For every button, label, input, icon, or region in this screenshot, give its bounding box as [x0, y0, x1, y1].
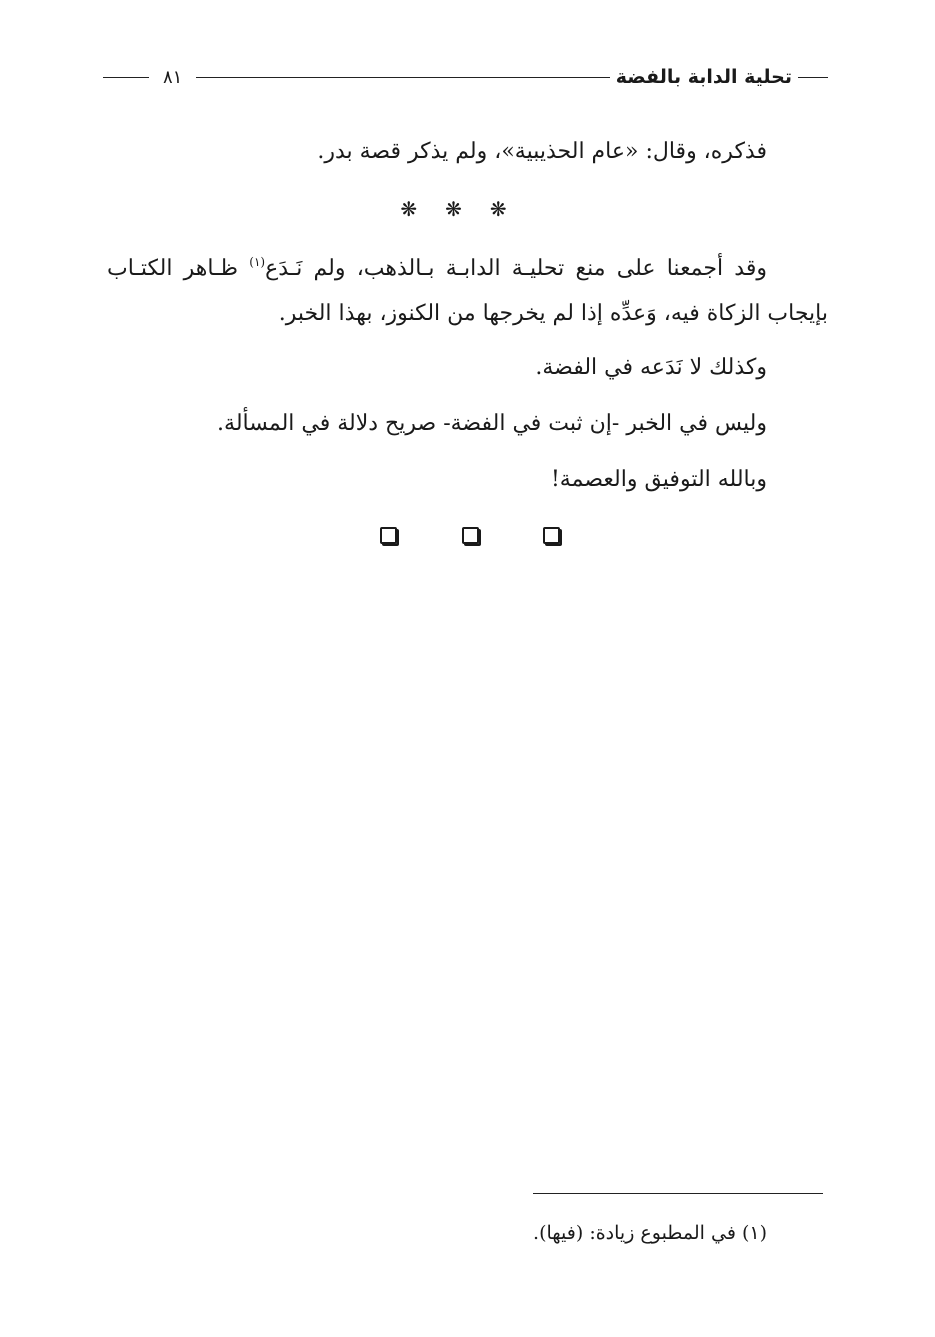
text-line: فذكره، وقال: «عام الحذيبية»، ولم يذكر قصة بدر. [317, 139, 767, 164]
section-separator [0, 197, 935, 225]
square-mark-icon [462, 527, 479, 544]
square-mark-icon [543, 527, 560, 544]
running-header [103, 60, 828, 94]
paragraph-line [107, 244, 767, 287]
page-number: ٨١ [163, 66, 183, 88]
asterism-icon: ❋ [489, 197, 535, 221]
closing-line: وبالله التوفيق والعصمة! [550, 467, 767, 492]
square-mark-icon [380, 527, 397, 544]
running-title: تحلية الدابة بالفضة [615, 66, 792, 88]
paragraph-text: وقد أجمعنا على منع تحليـة الدابـة بـالذهب، ولم نَـدَع [265, 256, 767, 281]
asterism-icon: ❋ [445, 197, 490, 221]
paragraph-text: ظـاهر الكتـاب [107, 256, 239, 281]
header-rule-right [798, 77, 828, 78]
footnote: (١) في المطبوع زيادة: (فيها). [533, 1222, 767, 1244]
paragraph-line: بإيجاب الزكاة فيه، وَعدِّه إذا لم يخرجها من الكنوز، بهذا الخبر. [278, 301, 828, 326]
header-rule-middle [196, 77, 609, 78]
end-of-section-marks [380, 524, 560, 546]
asterism-icon: ❋ [400, 197, 446, 221]
text-line: وكذلك لا نَدَعه في الفضة. [535, 355, 767, 380]
footnote-reference: (١) [249, 255, 266, 269]
header-rule-left [103, 77, 149, 78]
text-line: وليس في الخبر -إن ثبت في الفضة- صريح دلالة في المسألة. [217, 411, 767, 436]
footnote-divider [533, 1193, 823, 1194]
